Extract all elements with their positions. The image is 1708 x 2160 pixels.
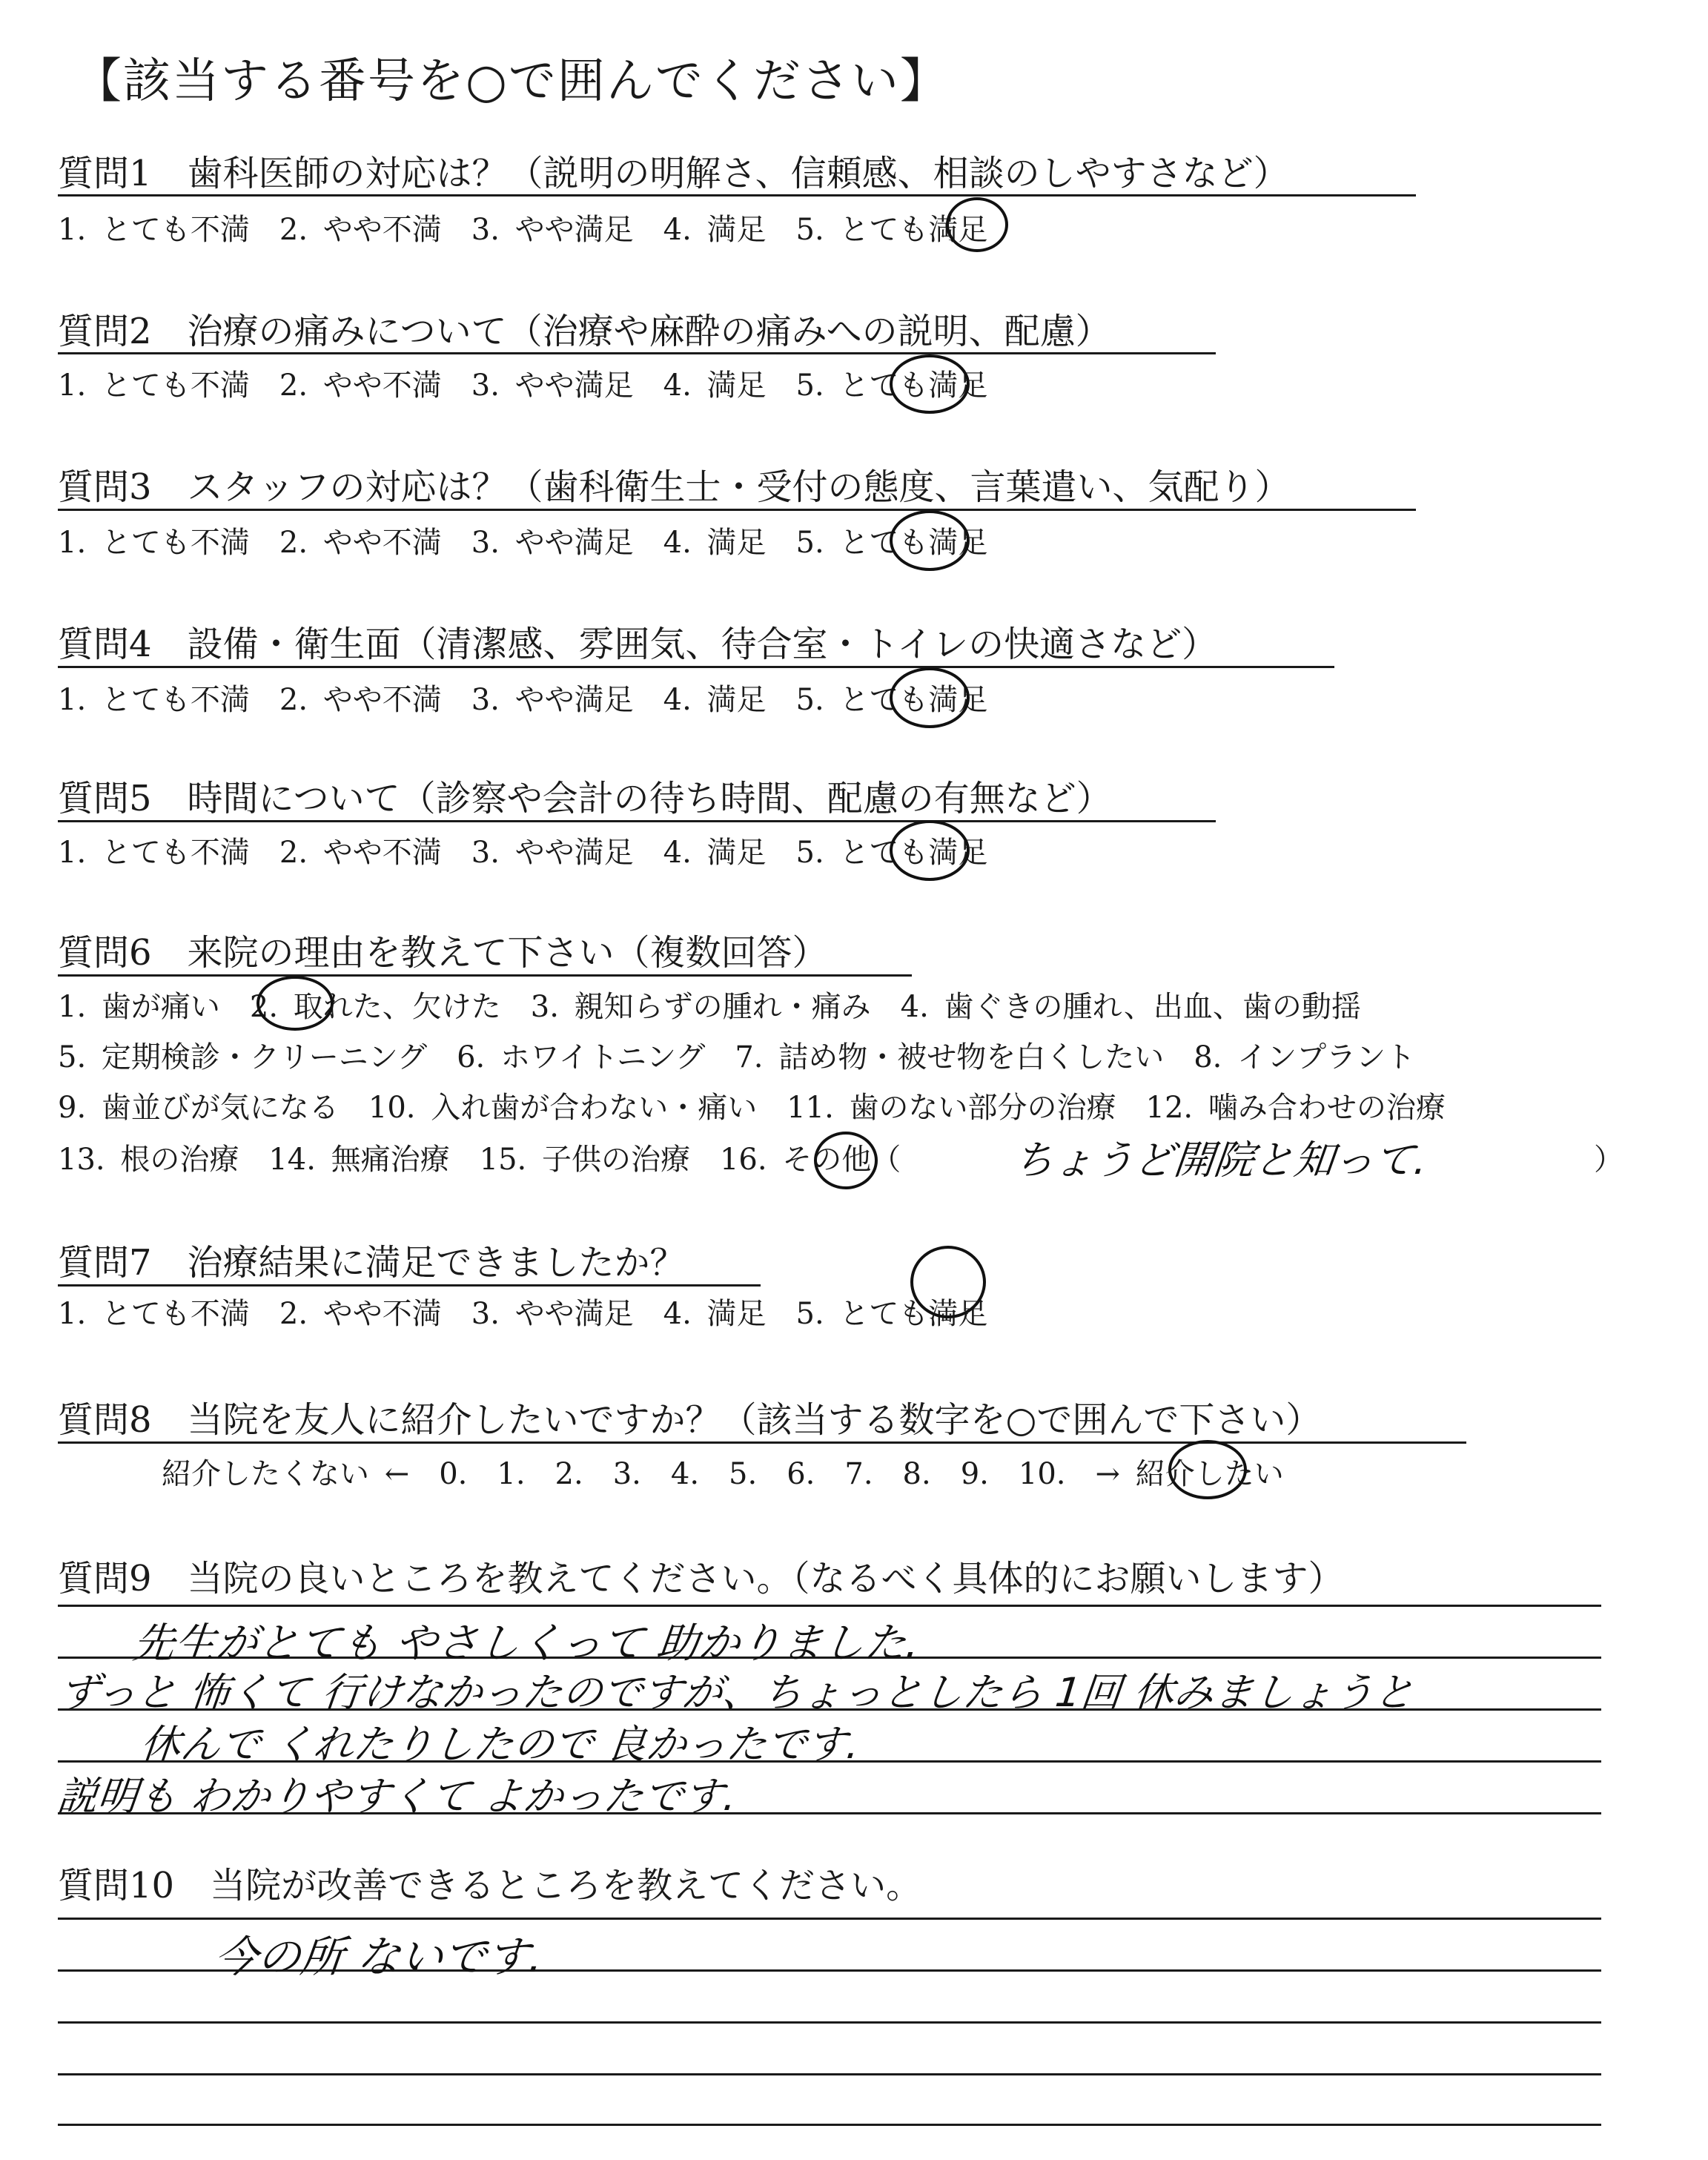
question-2-options[interactable]: 1. とても不満 2. やや不満 3. やや満足 4. 満足 5. とても満足	[58, 369, 988, 403]
question-6-other-answer: ちょうど開院と知って.	[1011, 1137, 1430, 1183]
selection-circle-q6-16	[814, 1132, 878, 1189]
question-4-label: 質問4 設備・衛生面（清潔感、雰囲気、待合室・トイレの快適さなど）	[58, 624, 1218, 665]
question-5-options[interactable]: 1. とても不満 2. やや不満 3. やや満足 4. 満足 5. とても満足	[58, 836, 988, 870]
selection-circle-q3	[890, 510, 970, 571]
answer-line	[58, 1918, 1601, 1920]
question-3-options[interactable]: 1. とても不満 2. やや不満 3. やや満足 4. 満足 5. とても満足	[58, 526, 988, 560]
question-6-row-3[interactable]: 9. 歯並びが気になる 10. 入れ歯が合わない・痛い 11. 歯のない部分の治療 12. 噛み合わせの治療	[58, 1091, 1446, 1125]
answer-line	[58, 2021, 1601, 2024]
question-10-answer-line-1: 今の所 ないです.	[211, 1932, 546, 1982]
question-3-label: 質問3 スタッフの対応は？（歯科衛生士・受付の態度、言葉遣い、気配り）	[58, 466, 1291, 508]
question-1-underline	[58, 194, 1416, 196]
question-6-label: 質問6 来院の理由を教えて下さい（複数回答）	[58, 932, 828, 974]
answer-line	[58, 2073, 1601, 2075]
selection-circle-q4	[890, 667, 970, 728]
answer-line	[58, 2124, 1601, 2126]
question-6-row-4[interactable]: 13. 根の治療 14. 無痛治療 15. 子供の治療 16. その他（	[58, 1143, 901, 1177]
question-10-label: 質問10 当院が改善できるところを教えてください。	[58, 1865, 922, 1906]
question-4-underline	[58, 666, 1334, 668]
question-8-scale[interactable]: 紹介したくない ← 0. 1. 2. 3. 4. 5. 6. 7. 8. 9. 10. → 紹介したい	[162, 1457, 1284, 1491]
selection-circle-q1	[946, 197, 1008, 252]
question-9-answer-line-1: 先生がとても やさしくって 助かりました.	[130, 1619, 922, 1668]
question-8-underline	[58, 1441, 1466, 1444]
question-2-label: 質問2 治療の痛みについて（治療や麻酔の痛みへの説明、配慮）	[58, 311, 1111, 352]
question-7-underline	[58, 1284, 761, 1287]
selection-circle-q5	[890, 820, 970, 881]
question-9-label: 質問9 当院の良いところを教えてください。（なるべく具体的にお願いします）	[58, 1558, 1344, 1599]
question-6-close-paren: ）	[1594, 1143, 1623, 1177]
question-1-options[interactable]: 1. とても不満 2. やや不満 3. やや満足 4. 満足 5. とても満足	[58, 213, 988, 247]
question-5-underline	[58, 820, 1216, 822]
question-6-row-2[interactable]: 5. 定期検診・クリーニング 6. ホワイトニング 7. 詰め物・被せ物を白くしたい 8. インプラント	[58, 1040, 1416, 1074]
page-title: 【該当する番号を○で囲んでください】	[74, 54, 949, 109]
question-9-answer-line-3: 休んで くれたりしたので 良かったです.	[138, 1721, 862, 1768]
question-4-options[interactable]: 1. とても不満 2. やや不満 3. やや満足 4. 満足 5. とても満足	[58, 683, 988, 717]
question-5-label: 質問5 時間について（診察や会計の待ち時間、配慮の有無など）	[58, 778, 1112, 819]
question-9-answer-line-2: ずっと 怖くて 行けなかったのですが、ちょっとしたら 1回 休みましょうと	[56, 1669, 1417, 1716]
question-3-underline	[58, 509, 1416, 511]
answer-line	[58, 1605, 1601, 1607]
selection-circle-q7	[910, 1246, 986, 1318]
selection-circle-q2	[890, 354, 970, 414]
question-2-underline	[58, 352, 1216, 354]
selection-circle-q6-2	[256, 976, 334, 1031]
question-7-label: 質問7 治療結果に満足できましたか？	[58, 1242, 686, 1284]
question-6-row-1[interactable]: 1. 歯が痛い 2. 取れた、欠けた 3. 親知らずの腫れ・痛み 4. 歯ぐきの腫れ、出血、歯の動揺	[58, 990, 1361, 1024]
question-6-underline	[58, 974, 912, 977]
question-9-answer-line-4: 説明も わかりやすくて よかったです.	[55, 1773, 739, 1820]
question-8-label: 質問8 当院を友人に紹介したいですか？（該当する数字を○で囲んで下さい）	[58, 1399, 1322, 1441]
selection-circle-q8	[1168, 1440, 1247, 1499]
question-7-options[interactable]: 1. とても不満 2. やや不満 3. やや満足 4. 満足 5. とても満足	[58, 1297, 988, 1331]
question-1-label: 質問1 歯科医師の対応は？（説明の明解さ、信頼感、相談のしやすさなど）	[58, 153, 1289, 194]
